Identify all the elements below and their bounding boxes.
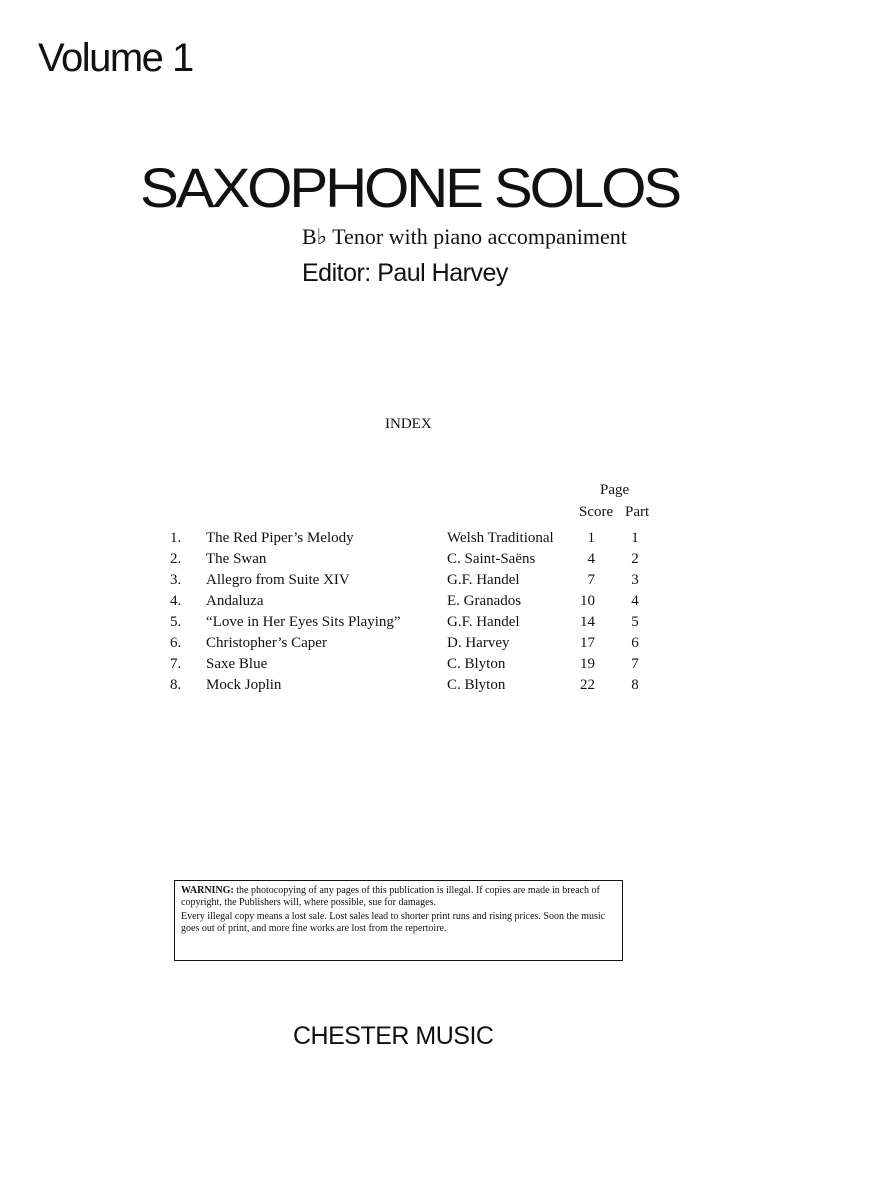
row-number: 2.: [170, 551, 182, 567]
piece-title: Andaluza: [206, 593, 264, 609]
composer: C. Blyton: [447, 677, 506, 693]
piece-title: The Swan: [206, 551, 267, 567]
piece-title: Christopher’s Caper: [206, 635, 327, 651]
part-page: 1: [631, 530, 639, 546]
index-row: [160, 613, 680, 634]
part-column-header: Part: [625, 504, 650, 520]
score-page: 1: [587, 530, 595, 546]
index-row: [160, 634, 680, 655]
part-page: 8: [631, 677, 639, 693]
composer: C. Saint-Saëns: [447, 551, 536, 567]
row-number: 6.: [170, 635, 182, 651]
piece-title: The Red Piper’s Melody: [206, 530, 354, 546]
row-number: 7.: [170, 656, 182, 672]
score-column-header: Score: [579, 504, 614, 520]
composer: Welsh Traditional: [447, 530, 554, 546]
warning-label: WARNING:: [181, 885, 234, 896]
piece-title: Mock Joplin: [206, 677, 282, 693]
score-page: 10: [580, 593, 595, 609]
part-page: 3: [631, 572, 639, 588]
book-title: SAXOPHONE SOLOS: [140, 156, 680, 219]
score-page: 14: [580, 614, 595, 630]
index-row: [160, 592, 680, 613]
score-page: 7: [587, 572, 595, 588]
book-subtitle: B♭ Tenor with piano accompaniment: [302, 224, 627, 249]
piece-title: Allegro from Suite XIV: [206, 572, 350, 588]
copyright-warning-box: [174, 880, 623, 961]
warning-paragraph: Every illegal copy means a lost sale. Lost sales lead to shorter print runs and rising prices. Soon the music goes out of print, and more fine works are lost from the repertoire.: [181, 911, 606, 934]
editor-credit: Editor: Paul Harvey: [302, 259, 508, 287]
index-row: [160, 676, 680, 697]
composer: C. Blyton: [447, 656, 506, 672]
score-page: 4: [587, 551, 595, 567]
page-column-header: Page: [600, 482, 630, 498]
part-page: 7: [631, 656, 639, 672]
part-page: 4: [631, 593, 639, 609]
composer: G.F. Handel: [447, 614, 520, 630]
part-page: 6: [631, 635, 639, 651]
row-number: 5.: [170, 614, 182, 630]
publisher-name: CHESTER MUSIC: [293, 1022, 494, 1050]
volume-label: Volume 1: [38, 36, 193, 80]
row-number: 3.: [170, 572, 182, 588]
score-page: 17: [580, 635, 595, 651]
row-number: 1.: [170, 530, 182, 546]
composer: E. Granados: [447, 593, 522, 609]
composer: D. Harvey: [447, 635, 510, 651]
part-page: 5: [631, 614, 639, 630]
piece-title: “Love in Her Eyes Sits Playing”: [206, 614, 401, 630]
row-number: 8.: [170, 677, 182, 693]
index-row: [160, 655, 680, 676]
index-row: [160, 529, 680, 550]
index-row: [160, 550, 680, 571]
warning-paragraph: [181, 885, 616, 909]
score-page: 19: [580, 656, 595, 672]
index-heading: INDEX: [385, 416, 432, 432]
piece-title: Saxe Blue: [206, 656, 268, 672]
score-page: 22: [580, 677, 595, 693]
row-number: 4.: [170, 593, 182, 609]
composer: G.F. Handel: [447, 572, 520, 588]
index-table: [160, 529, 680, 697]
index-row: [160, 571, 680, 592]
warning-text: the photocopying of any pages of this publication is illegal. If copies are made in breach of copyright, the Publishers will, where possible, sue for damages.: [181, 885, 600, 908]
part-page: 2: [631, 551, 639, 567]
